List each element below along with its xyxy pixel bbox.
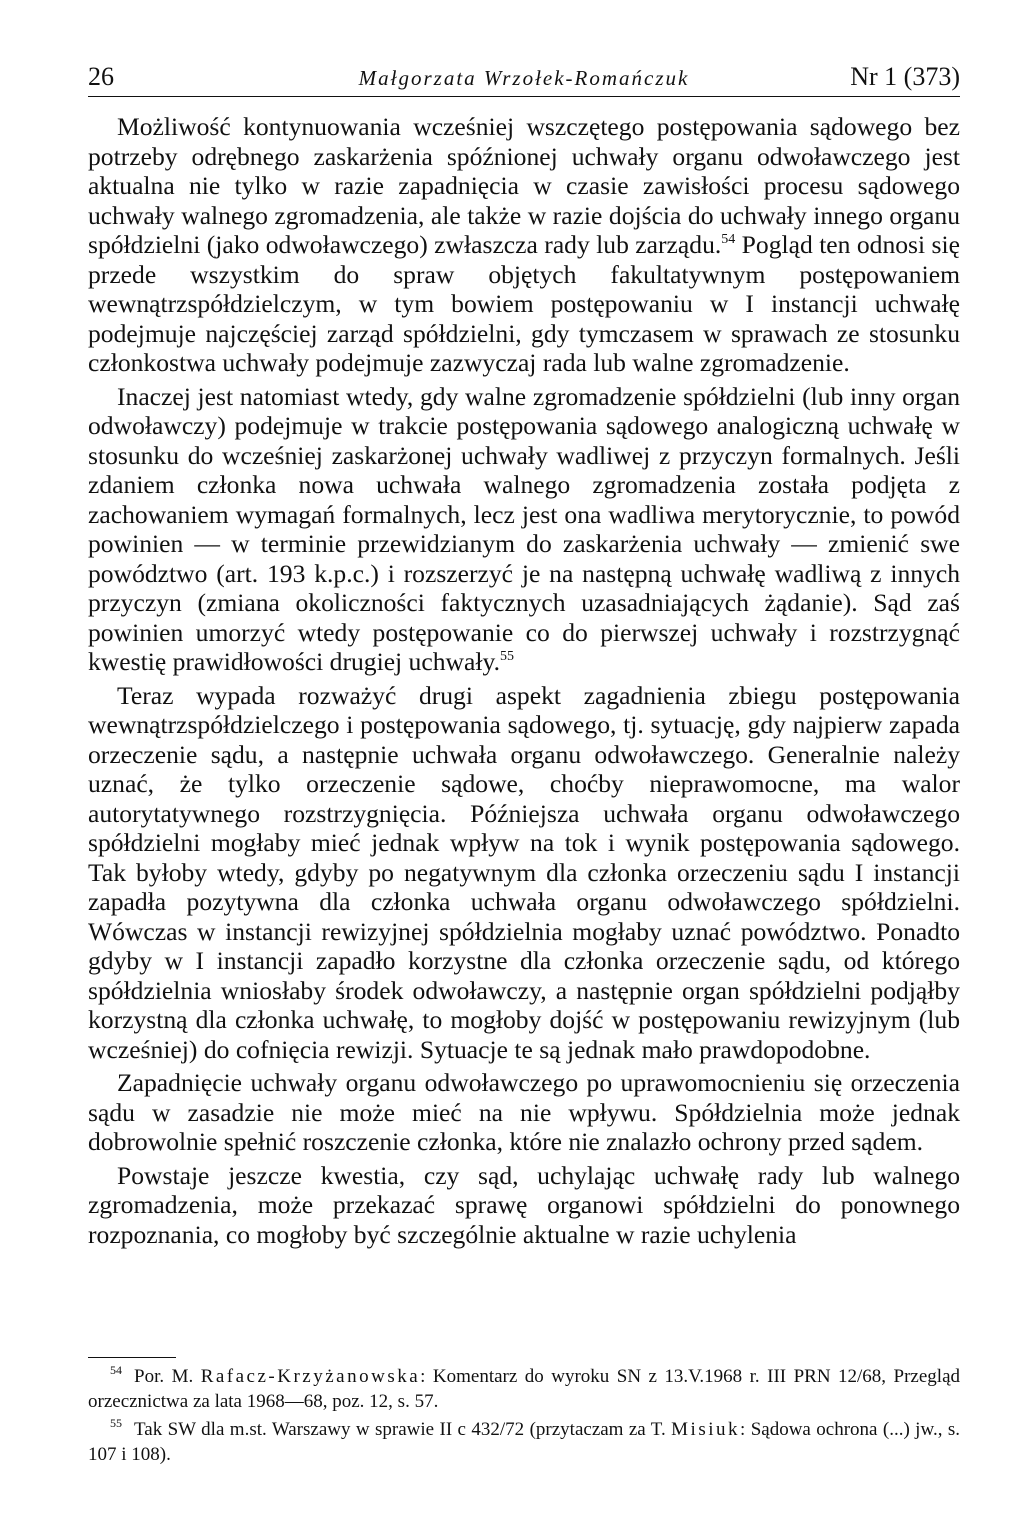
paragraph-text: Możliwość kontynuowania wcześniej wszczętego postępowania sądowego bez potrzeby odrębnego zaskarżenia spóźnionej uchwały organu odwoławczego jest aktualna nie tylko w razie zapadnięcia w czasie zawisłości procesu sądowego uchwały walnego zgromadzenia, ale także w razie dojścia do uchwały innego organu spółdzielni (jako odwoławczego) zwłaszcza rady lub zarządu. [88, 112, 960, 259]
paragraph: Zapadnięcie uchwały organu odwoławczego po uprawomocnieniu się orzeczenia sądu w zasadzie nie może mieć na nie wpływu. Spółdzielnia może jednak dobrowolnie spełnić roszczenie członka, które nie znalazło ochrony przed sądem. [88, 1068, 960, 1156]
paragraph: Powstaje jeszcze kwestia, czy sąd, uchylając uchwałę rady lub walnego zgromadzenia, może przekazać sprawę organowi spółdzielni do ponownego rozpoznania, co mogłoby być szczególnie aktualne w razie uchylenia [88, 1160, 960, 1249]
footnote-text: Por. M. [134, 1366, 201, 1387]
footnote-text: Tak SW dla m.st. Warszawy w sprawie II c 432/72 (przytaczam za T. [134, 1419, 672, 1440]
footnote-author: Rafacz-Krzyżanowska [200, 1366, 421, 1387]
paragraph: Teraz wypada rozważyć drugi aspekt zagadnienia zbiegu postępowania wewnątrzspółdzielczego i postępowania sądowego, tj. sytuację, gdy najpierw zapada orzeczenie sądu, a następnie uchwała organu odwoławczego. Generalnie należy uznać, że tylko orzeczenie sądowe, choćby nieprawomocne, ma walor autorytatywnego rozstrzygnięcia. Późniejsza uchwała organu odwoławczego spółdzielni mogłaby mieć jednak wpływ na tok i wynik postępowania sądowego. Tak byłoby wtedy, gdyby po negatywnym dla członka orzeczeniu sądu I instancji zapadła pozytywna dla członka uchwała organu odwoławczego spółdzielni. Wówczas w instancji rewizyjnej spółdzielnia mogłaby uznać powództwo. Ponadto gdyby w I instancji zapadło korzystne dla członka orzeczenie sądu, od którego spółdzielnia wniosłaby środek odwoławczy, a następnie organ spółdzielni podjąłby korzystną dla członka uchwałę, to mogłoby dojść w postępowaniu rewizyjnym (lub wcześniej) do cofnięcia rewizji. Sytuacje te są jednak mało prawdopodobne. [88, 680, 960, 1064]
footnote-text: : Komentarz do wyroku SN z 13.V.1968 r. III PRN 12/68, Przegląd orzecznictwa za lata 1968—68, poz. 12, s. 57. [88, 1366, 960, 1412]
footnote-ref[interactable]: 54 [721, 232, 736, 247]
paragraph [88, 112, 960, 378]
footnote [88, 1417, 960, 1467]
main-text [88, 112, 960, 1253]
page-number: 26 [88, 62, 114, 91]
footnote [88, 1364, 960, 1414]
running-header-author: Małgorzata Wrzołek-Romańczuk [358, 66, 690, 90]
paragraph-text: Inaczej jest natomiast wtedy, gdy walne zgromadzenie spółdzielni (lub inny organ odwoławczy) podejmuje w trakcie postępowania sądowego analogiczną uchwałę w stosunku do wcześniej zaskarżonej uchwały wadliwej z przyczyn formalnych. Jeśli zdaniem członka nowa uchwała walnego zgromadzenia została podjęta z zachowaniem wymagań formalnych, lecz jest ona wadliwa merytorycznie, to powód powinien — w terminie przewidzianym do zaskarżenia uchwały — zmienić swe powództwo (art. 193 k.p.c.) i rozszerzyć je na następną uchwałę wadliwą z innych przyczyn (zmiana okoliczności faktycznych uzasadniających żądanie). Sąd zaś powinien umorzyć wtedy postępowanie co do pierwszej uchwały i rozstrzygnąć kwestię prawidłowości drugiej uchwały. [88, 381, 960, 676]
footnote-number: 55 [110, 1416, 122, 1430]
paragraph-text: Pogląd ten odnosi się przede wszystkim do spraw objętych fakultatywnym postępowaniem wewnątrzspółdzielczym, w tym bowiem postępowaniu w I instancji uchwałę podejmuje najczęściej zarząd spółdzielni, gdy tymczasem w sprawach ze stosunku członkostwa uchwały podejmuje zazwyczaj rada lub walne zgromadzenie. [88, 230, 960, 377]
footnote-number: 54 [110, 1363, 122, 1377]
footnote-text: : Sądowa ochrona (...) jw., s. 107 i 108). [88, 1419, 960, 1465]
footnotes [88, 1364, 960, 1470]
paragraph [88, 382, 960, 677]
issue-number: Nr 1 (373) [850, 62, 960, 91]
running-header [88, 60, 960, 97]
footnote-author: Misiuk [671, 1419, 741, 1440]
footnote-divider [88, 1357, 176, 1358]
footnote-ref[interactable]: 55 [500, 649, 514, 664]
